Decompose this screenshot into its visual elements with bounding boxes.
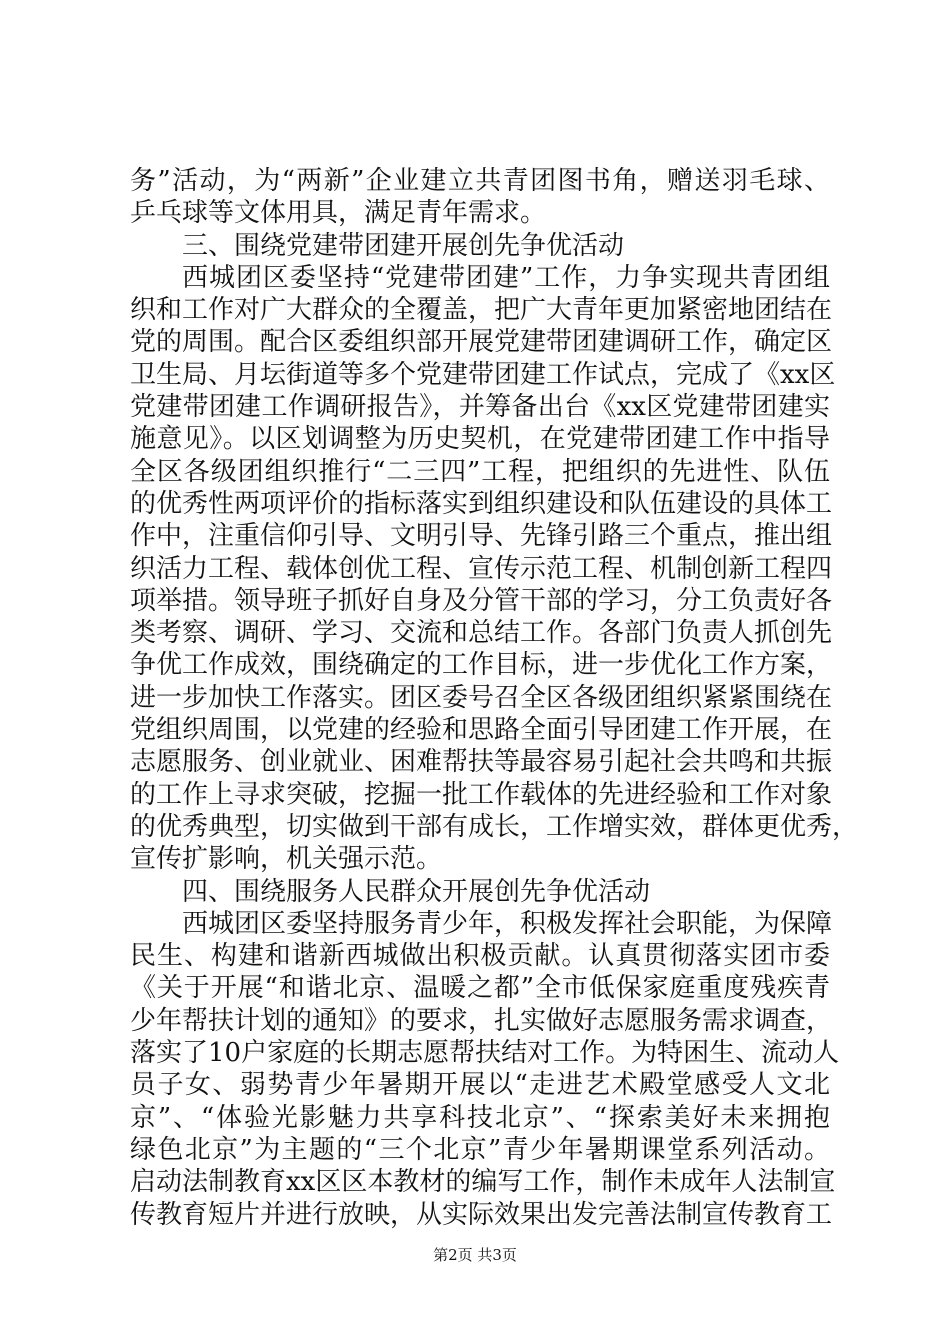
text-line: 织活力工程、载体创优工程、宣传示范工程、机制创新工程四 bbox=[130, 553, 833, 584]
text-line: 项举措。领导班子抓好自身及分管干部的学习，分工负责好各 bbox=[130, 585, 833, 616]
text-line: 织和工作对广大群众的全覆盖，把广大青年更加紧密地团结在 bbox=[130, 295, 833, 326]
text-line: 党组织周围，以党建的经验和思路全面引导团建工作开展，在 bbox=[130, 715, 833, 746]
text-line: 乒乓球等文体用具，满足青年需求。 bbox=[130, 198, 547, 229]
text-line: 民生、构建和谐新西城做出积极贡献。认真贯彻落实团市委 bbox=[130, 941, 830, 972]
text-line: 志愿服务、创业就业、困难帮扶等最容易引起社会共鸣和共振 bbox=[130, 747, 833, 778]
text-line: 宣传扩影响，机关强示范。 bbox=[130, 844, 443, 875]
text-line: 党的周围。配合区委组织部开展党建带团建调研工作，确定区 bbox=[130, 327, 833, 358]
text-line: 少年帮扶计划的通知》的要求，扎实做好志愿服务需求调查， bbox=[130, 1005, 833, 1036]
text-line: 的工作上寻求突破，挖掘一批工作载体的先进经验和工作对象 bbox=[130, 779, 833, 810]
section-heading: 四、围绕服务人民群众开展创先争优活动 bbox=[182, 876, 651, 907]
text-line: 京”、“体验光影魅力共享科技北京”、“探索美好未来拥抱 bbox=[130, 1102, 830, 1133]
text-line: 启动法制教育xx区区本教材的编写工作，制作未成年人法制宣 bbox=[130, 1167, 836, 1198]
text-line: 务”活动，为“两新”企业建立共青团图书角，赠送羽毛球、 bbox=[130, 166, 830, 196]
text-line: 全区各级团组织推行“二三四”工程，把组织的先进性、队伍 bbox=[130, 456, 830, 487]
text-line: 落实了10户家庭的长期志愿帮扶结对工作。为特困生、流动人 bbox=[130, 1038, 840, 1069]
text-line: 《关于开展“和谐北京、温暖之都”全市低保家庭重度残疾青 bbox=[130, 973, 830, 1004]
text-line: 卫生局、月坛街道等多个党建带团建工作试点，完成了《xx区 bbox=[130, 359, 836, 390]
text-line: 争优工作成效，围绕确定的工作目标，进一步优化工作方案， bbox=[130, 650, 833, 681]
text-line: 西城团区委坚持服务青少年，积极发挥社会职能，为保障 bbox=[182, 908, 833, 939]
text-line: 员子女、弱势青少年暑期开展以“走进艺术殿堂感受人文北 bbox=[130, 1070, 830, 1101]
text-line: 党建带团建工作调研报告》，并筹备出台《xx区党建带团建实 bbox=[130, 392, 830, 423]
text-line: 传教育短片并进行放映，从实际效果出发完善法制宣传教育工 bbox=[130, 1199, 833, 1230]
text-line: 施意见》。以区划调整为历史契机，在党建带团建工作中指导 bbox=[130, 424, 830, 455]
text-line: 的优秀典型，切实做到干部有成长，工作增实效，群体更优秀， bbox=[130, 811, 859, 842]
text-line: 作中，注重信仰引导、文明引导、先锋引路三个重点，推出组 bbox=[130, 521, 833, 552]
text-line: 进一步加快工作落实。团区委号召全区各级团组织紧紧围绕在 bbox=[130, 682, 833, 713]
text-line: 绿色北京”为主题的“三个北京”青少年暑期课堂系列活动。 bbox=[130, 1134, 830, 1165]
text-line: 类考察、调研、学习、交流和总结工作。各部门负责人抓创先 bbox=[130, 618, 833, 649]
document-body bbox=[130, 165, 859, 1231]
section-heading: 三、围绕党建带团建开展创先争优活动 bbox=[182, 230, 625, 261]
text-line: 西城团区委坚持“党建带团建”工作，力争实现共青团组 bbox=[182, 262, 830, 293]
page-footer: 第2页 共3页 bbox=[433, 1246, 517, 1264]
text-line: 的优秀性两项评价的指标落实到组织建设和队伍建设的具体工 bbox=[130, 488, 833, 519]
